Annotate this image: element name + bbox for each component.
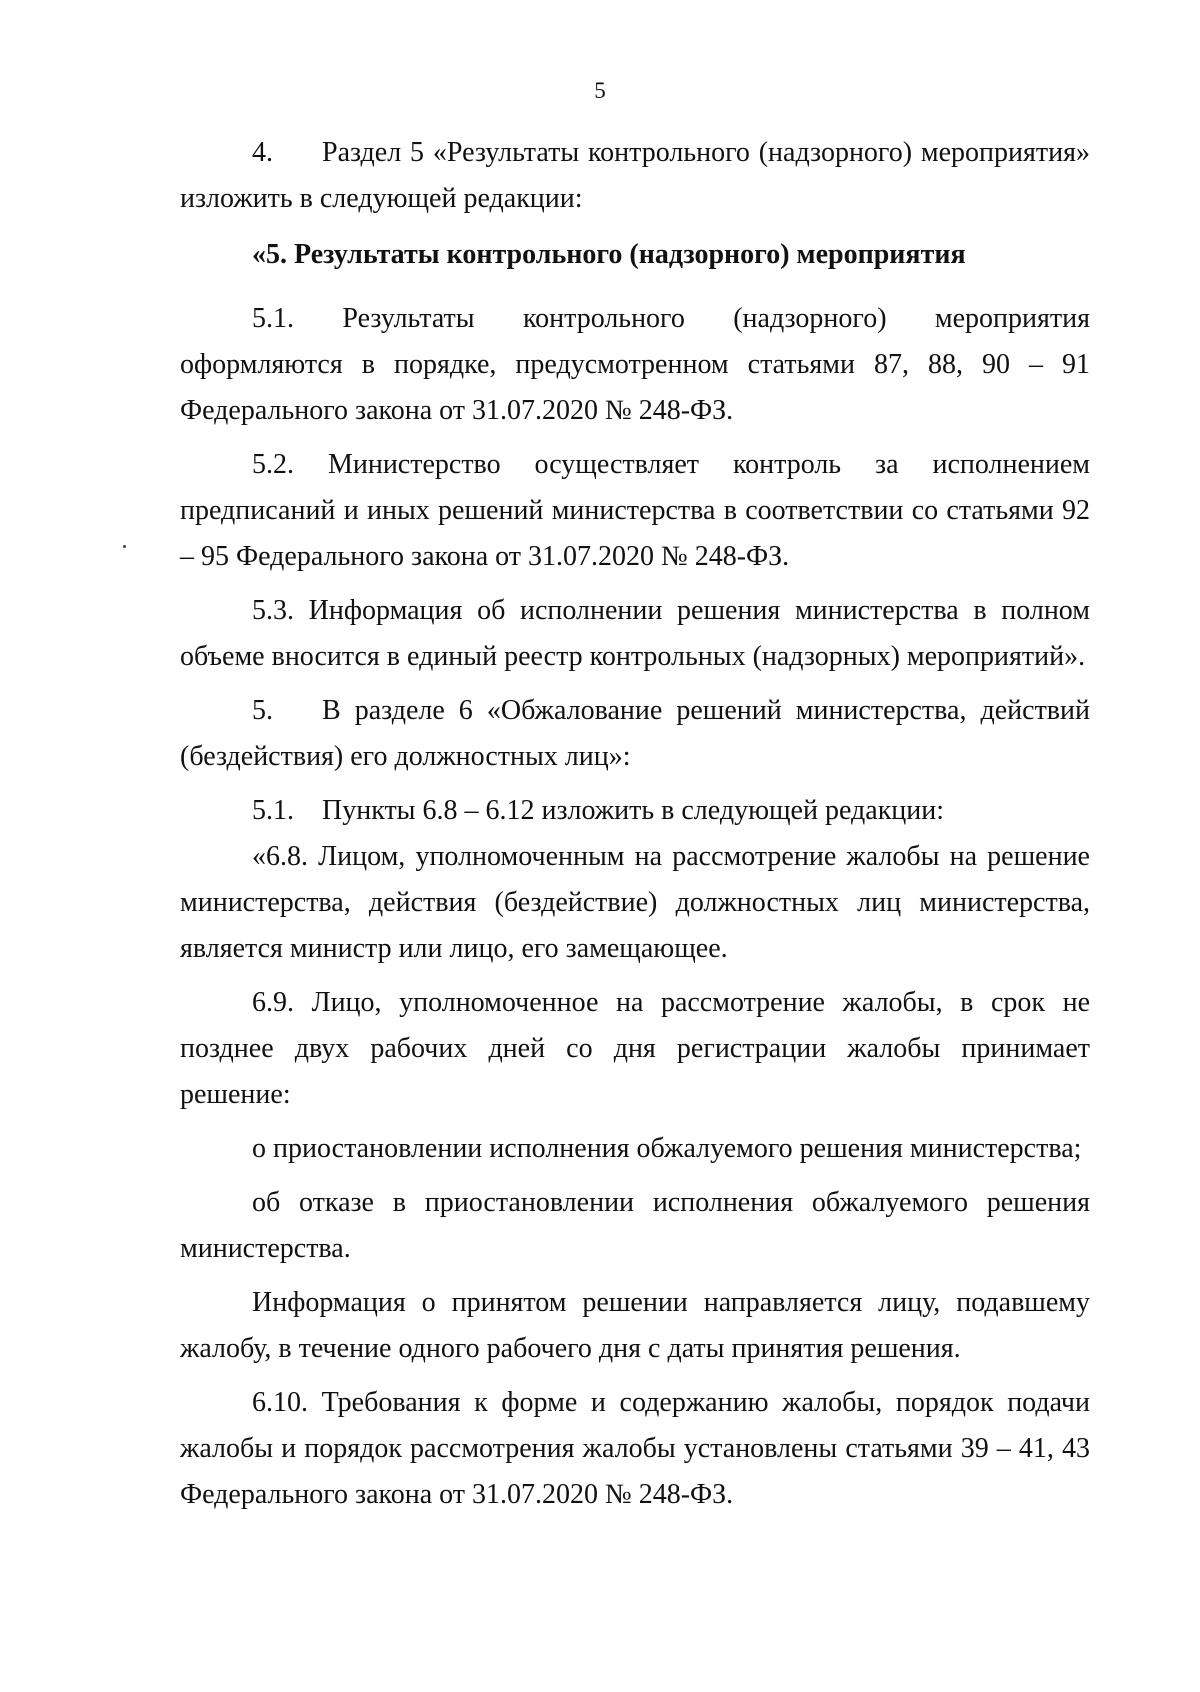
paragraph-6-9-b: об отказе в приостановлении исполнения обжалуемого решения министерства. (180, 1187, 1090, 1264)
page-number: 5 (594, 78, 606, 103)
paragraph-5-text: В разделе 6 «Обжалование решений министерства, действий (бездействия) его должностных лиц»: (180, 695, 1090, 772)
document-body (180, 130, 1090, 1518)
paragraph-5-1: 5.1. Результаты контрольного (надзорного) мероприятия оформляются в порядке, предусмотренном статьями 87, 88, 90 – 91 Федерального закона от 31.07.2020 № 248-ФЗ. (180, 303, 1090, 426)
paragraph-6-9-a: о приостановлении исполнения обжалуемого решения министерства; (252, 1133, 1082, 1164)
paragraph-5-2: 5.2. Министерство осуществляет контроль за исполнением предписаний и иных решений министерства в соответствии со статьями 92 – 95 Федерального закона от 31.07.2020 № 248-ФЗ. (180, 449, 1090, 572)
paragraph-6-8: «6.8. Лицом, уполномоченным на рассмотрение жалобы на решение министерства, действия (бездействие) должностных лиц министерства, является министр или лицо, его замещающее. (180, 841, 1090, 964)
paragraph-6-10: 6.10. Требования к форме и содержанию жалобы, порядок подачи жалобы и порядок рассмотрения жалобы установлены статьями 39 – 41, 43 Федерального закона от 31.07.2020 № 248-ФЗ. (180, 1387, 1090, 1510)
paragraph-4-number: 4. (252, 137, 273, 168)
paragraph-4-text: Раздел 5 «Результаты контрольного (надзорного) мероприятия» изложить в следующей редакции: (180, 137, 1090, 214)
section-5-heading: «5. Результаты контрольного (надзорного) мероприятия (252, 239, 966, 270)
paragraph-5 (180, 688, 1090, 780)
paragraph-6-9: 6.9. Лицо, уполномоченное на рассмотрение жалобы, в срок не позднее двух рабочих дней со дня регистрации жалобы принимает решение: (180, 987, 1090, 1110)
scan-speck (123, 545, 126, 548)
paragraph-5-1b-number: 5.1. (252, 795, 294, 826)
paragraph-5-3: 5.3. Информация об исполнении решения министерства в полном объеме вносится в единый реестр контрольных (надзорных) мероприятий». (180, 595, 1090, 672)
paragraph-4 (180, 130, 1090, 222)
paragraph-5-number: 5. (252, 695, 273, 726)
paragraph-6-9-info: Информация о принятом решении направляется лицу, подавшему жалобу, в течение одного рабочего дня с даты принятия решения. (180, 1287, 1090, 1364)
paragraph-5-1b-text: Пункты 6.8 – 6.12 изложить в следующей редакции: (322, 795, 945, 826)
paragraph-5-1b (180, 788, 1090, 834)
